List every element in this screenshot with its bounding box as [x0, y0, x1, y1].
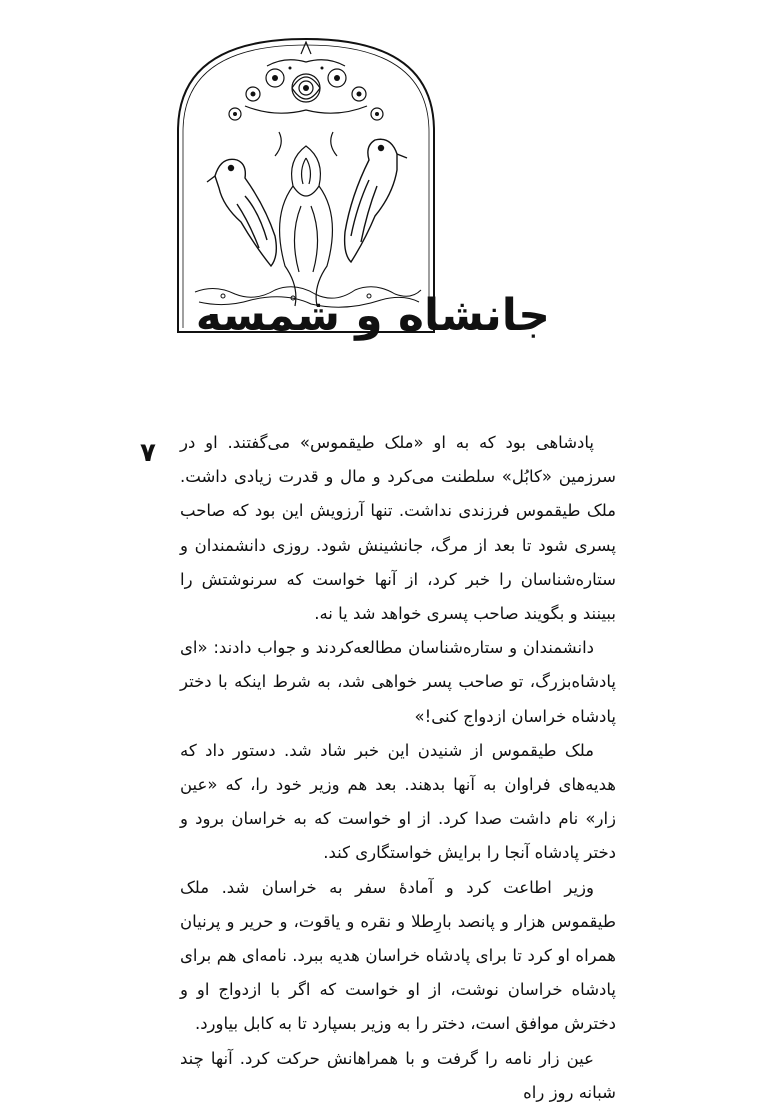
paragraph-1: پادشاهی بود که به او «ملک طیقموس» می‌گفتند. او در سرزمین «کابُل» سلطنت می‌کرد و مال و قدرت زیادی داشت. ملک طیقموس فرزندی نداشت. تنها آرزویش این بود که صاحب پسری شود تا بعد از مرگ، جانشینش شود. روزی دانشمندان و ستاره‌شناسان را خبر کرد، از آنها خواست که سرنوشتش را ببینند و بگویند صاحب پسری خواهد شد یا نه. — [180, 433, 616, 624]
paragraph-3: ملک طیقموس از شنیدن این خبر شاد شد. دستور داد که هدیه‌های فراوان به آنها بدهند. بعد هم وزیر خود را، که «عین زار» نام داشت صدا کرد. از او خواست که به خراسان برود و دختر پادشاه آنجا را برایش خواستگاری کند. — [180, 740, 616, 863]
page-number: ۷ — [140, 438, 156, 468]
paragraph-5: عین زار نامه را گرفت و با همراهانش حرکت کرد. آنها چند شبانه روز راه — [180, 1048, 616, 1102]
chapter-title: جانشاه و شمسه — [195, 290, 550, 341]
paragraph-2: دانشمندان و ستاره‌شناسان مطالعه‌کردند و جواب دادند: «ای پادشاه‌بزرگ، تو صاحب پسر خواهی شد، به شرط اینکه با دختر پادشاه خراسان ازدواج کنی!» — [180, 638, 616, 726]
story-body — [180, 426, 616, 1110]
paragraph-4: وزیر اطاعت کرد و آمادهٔ سفر به خراسان شد. ملک طیقموس هزار و پانصد بارِطلا و نقره و یاقوت، و حریر و پرنیان همراه او کرد تا برای پادشاه خراسان هدیه ببرد. نامه‌ای هم برای پادشاه خراسان نوشت، از او خواست که اگر با ازدواج او و دخترش موافق است، دختر را به وزیر بسپارد تا به کابل بیاورد. — [180, 877, 616, 1034]
